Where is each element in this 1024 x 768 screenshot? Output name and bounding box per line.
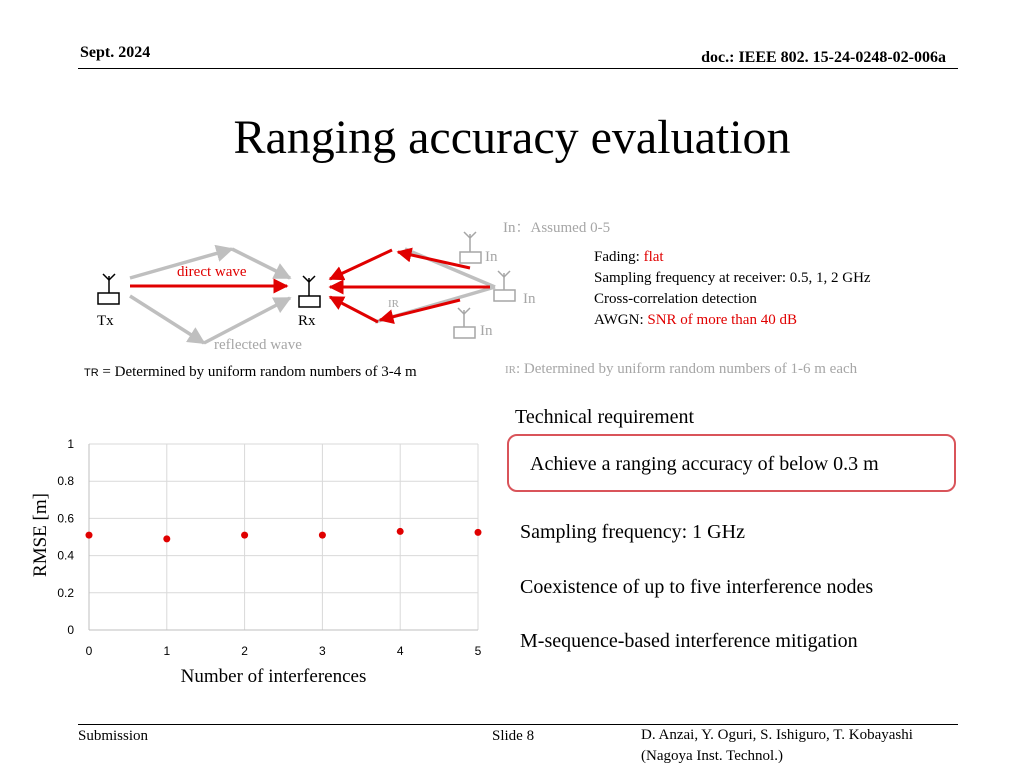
- interferer-label-mid: In: [523, 291, 536, 307]
- y-tick-label: 0: [67, 623, 74, 637]
- x-tick-label: 1: [163, 644, 171, 658]
- x-tick-label: 4: [396, 644, 404, 658]
- x-tick-label: 2: [241, 644, 248, 658]
- y-axis-label: RMSE [m]: [30, 493, 51, 577]
- x-tick-label: 5: [474, 644, 482, 658]
- interference-count-note: In：Assumed 0-5: [503, 220, 611, 236]
- feature-coexistence: Coexistence of up to five interference nodes: [520, 576, 874, 598]
- x-tick-label: 0: [85, 644, 93, 658]
- footer-rule: [78, 724, 958, 725]
- x-tick-label: 3: [319, 644, 326, 658]
- param-awgn-value: SNR of more than 40 dB: [647, 312, 797, 328]
- interferer-label-top: In: [485, 249, 498, 265]
- tx-label: Tx: [97, 313, 114, 329]
- data-point: [163, 535, 170, 542]
- data-point: [397, 528, 404, 535]
- footer-submission: Submission: [78, 728, 149, 744]
- x-axis-label: Number of interferences: [180, 666, 367, 687]
- slide-title: Ranging accuracy evaluation: [233, 111, 791, 164]
- param-fading-label: Fading:: [594, 249, 644, 265]
- param-awgn-label: AWGN:: [594, 312, 648, 328]
- data-point: [319, 532, 326, 539]
- data-point: [86, 532, 93, 539]
- footer-authors: D. Anzai, Y. Oguri, S. Ishiguro, T. Kobayashi: [641, 727, 913, 743]
- reflected-wave-label: reflected wave: [214, 337, 302, 353]
- feature-mitigation: M-sequence-based interference mitigation: [520, 630, 858, 652]
- direct-wave-label: direct wave: [177, 264, 247, 280]
- data-point: [241, 532, 248, 539]
- param-sampling: Sampling frequency at receiver: 0.5, 1, 2 GHz: [594, 270, 871, 286]
- header-date: Sept. 2024: [80, 44, 151, 61]
- interferer-label-bot: In: [480, 323, 493, 339]
- chart-grid: [89, 444, 478, 630]
- y-tick-label: 0.8: [57, 474, 74, 489]
- ir-note-text: : Determined by uniform random numbers of 1-6 m each: [516, 361, 858, 377]
- tr-note-symbol: TR: [84, 367, 99, 379]
- tr-note-text: = Determined by uniform random numbers of 3-4 m: [102, 364, 417, 380]
- ir-note-symbol: IR: [505, 364, 516, 376]
- param-fading-value: flat: [643, 249, 664, 265]
- rx-label: Rx: [298, 313, 316, 329]
- y-tick-label: 0.2: [57, 585, 74, 600]
- ir-label: IR: [388, 298, 399, 310]
- requirement-text: Achieve a ranging accuracy of below 0.3 m: [530, 453, 879, 475]
- y-tick-label: 0.4: [57, 548, 74, 563]
- param-detection: Cross-correlation detection: [594, 291, 757, 307]
- footer-affiliation: (Nagoya Inst. Technol.): [641, 748, 783, 764]
- y-tick-label: 1: [67, 437, 74, 451]
- y-tick-label: 0.6: [57, 511, 74, 526]
- footer-slide-number: Slide 8: [492, 728, 535, 744]
- header-doc-id: doc.: IEEE 802. 15-24-0248-02-006a: [701, 49, 946, 66]
- requirement-heading: Technical requirement: [515, 406, 695, 428]
- chart-ticks: [57, 437, 481, 658]
- chart-points: [86, 528, 482, 542]
- data-point: [475, 529, 482, 536]
- feature-sampling: Sampling frequency: 1 GHz: [520, 521, 745, 543]
- chart-axes: [89, 444, 478, 630]
